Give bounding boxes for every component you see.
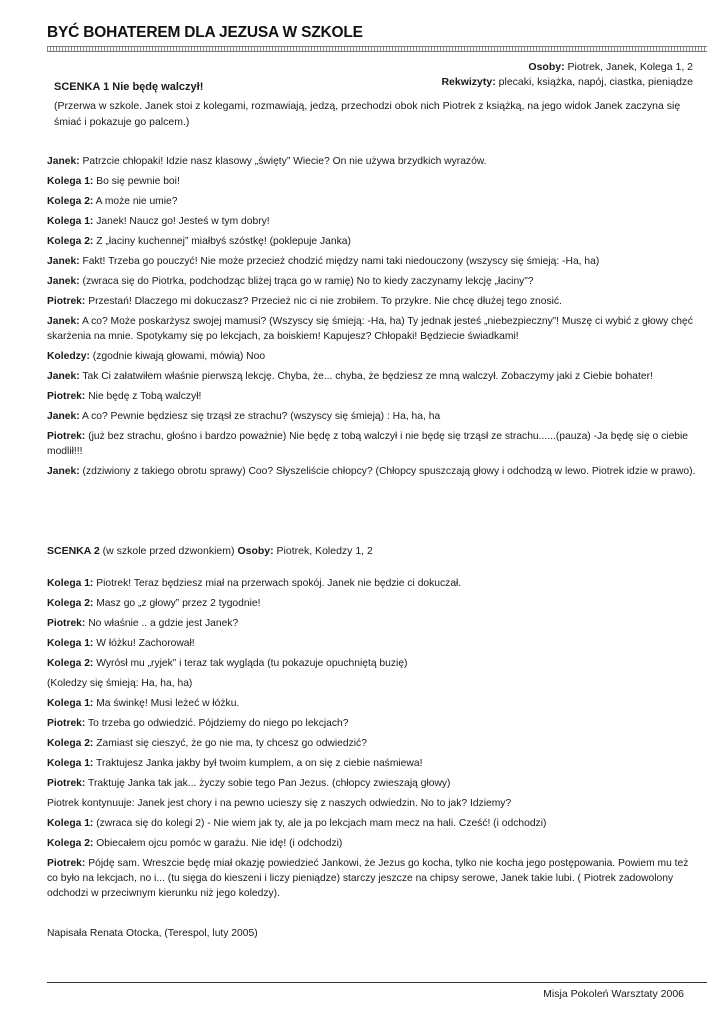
author-signature: Napisała Renata Otocka, (Terespol, luty 2005)	[47, 928, 258, 939]
scene1-intro: (Przerwa w szkole. Janek stoi z kolegami, rozmawiają, jedzą, przechodzi obok nich Piotrek z książką, na jego widok Janek zaczyna się śmiać i pokazuje go palcem.)	[54, 100, 681, 128]
speaker-name: Janek:	[47, 371, 80, 382]
speaker-name: Kolega 1:	[47, 176, 94, 187]
line-text: Piotrek kontynuuje: Janek jest chory i na pewno ucieszy się z naszych odwiedzin. No to jak? Idziemy?	[47, 798, 512, 809]
dialogue-line	[47, 174, 697, 189]
dialogue-line	[47, 776, 697, 791]
footer-text: Misja Pokoleń Warsztaty 2006	[543, 988, 684, 1000]
speaker-name: Kolega 1:	[47, 818, 94, 829]
speaker-name: Kolega 1:	[47, 578, 94, 589]
line-text: Ma świnkę! Musi leżeć w łóżku.	[96, 698, 240, 709]
speaker-name: Kolega 1:	[47, 758, 94, 769]
scene1-heading: SCENKA 1 Nie będę walczył!	[54, 81, 204, 93]
speaker-name: Kolega 2:	[47, 236, 94, 247]
scene2-heading-label: SCENKA 2	[47, 545, 100, 557]
line-text: A może nie umie?	[95, 196, 178, 207]
speaker-name: Kolega 2:	[47, 658, 94, 669]
speaker-name: Kolega 2:	[47, 196, 94, 207]
line-text: Nie będę z Tobą walczył!	[88, 391, 202, 402]
dialogue-line	[47, 836, 697, 851]
speaker-name: Kolega 1:	[47, 638, 94, 649]
dialogue-line	[47, 294, 697, 309]
props-label: Rekwizyty:	[441, 76, 496, 88]
dialogue-line	[47, 274, 697, 289]
dialogue-line	[47, 314, 697, 344]
speaker-name: Janek:	[47, 466, 80, 477]
dialogue-line	[47, 696, 697, 711]
dialogue-line	[47, 389, 697, 404]
line-text: Masz go „z głowy” przez 2 tygodnie!	[96, 598, 261, 609]
speaker-name: Piotrek:	[47, 618, 86, 629]
speaker-name: Janek:	[47, 411, 80, 422]
dialogue-line	[47, 154, 697, 169]
props-line	[441, 76, 693, 88]
speaker-name: Piotrek:	[47, 778, 86, 789]
line-text: (zgodnie kiwają głowami, mówią) Noo	[92, 351, 266, 362]
scene2-heading	[47, 545, 373, 557]
dialogue-line	[47, 194, 697, 209]
speaker-name: Piotrek:	[47, 431, 86, 442]
persons-value: Piotrek, Janek, Kolega 1, 2	[567, 61, 693, 73]
line-text: Wyrósł mu „ryjek” i teraz tak wygląda (tu pokazuje opuchniętą buzię)	[96, 658, 408, 669]
line-text: Piotrek! Teraz będziesz miał na przerwach spokój. Janek nie będzie ci dokuczał.	[96, 578, 462, 589]
speaker-name: Piotrek:	[47, 296, 86, 307]
dialogue-line	[47, 429, 697, 459]
line-text: Z „łaciny kuchennej” miałbyś szóstkę! (poklepuje Janka)	[96, 236, 351, 247]
speaker-name: Piotrek:	[47, 718, 86, 729]
speaker-name: Kolega 2:	[47, 838, 94, 849]
line-text: A co? Może poskarżysz swojej mamusi? (Wszyscy się śmieją: -Ha, ha) Ty jednak jesteś „niebezpieczny”! Muszę ci wybić z głowy chęć skarżenia na mnie. Spotykamy się po lekcjach, za boiskiem! Kapujesz? Chłopaki! Będziecie świadkami!	[47, 316, 693, 342]
speaker-name: Kolega 1:	[47, 698, 94, 709]
line-text: (zwraca się do kolegi 2) - Nie wiem jak ty, ale ja po lekcjach mam mecz na hali. Cześć! (i odchodzi)	[96, 818, 547, 829]
line-text: (zwraca się do Piotrka, podchodząc bliżej trąca go w ramię) No to kiedy zaczynamy lekcję „łaciny”?	[82, 276, 534, 287]
dialogue-line	[47, 856, 697, 901]
scene2-persons: Piotrek, Koledzy 1, 2	[276, 545, 373, 557]
line-text: W łóżku! Zachorował!	[96, 638, 195, 649]
dialogue-line	[47, 816, 697, 831]
speaker-name: Janek:	[47, 276, 80, 287]
dialogue-line	[47, 756, 697, 771]
line-text: Fakt! Trzeba go pouczyć! Nie może przecież chodzić między nami taki niedouczony (wszyscy się śmieją: -Ha, ha)	[82, 256, 600, 267]
scene2-dialogue	[47, 576, 697, 906]
dialogue-line	[47, 234, 697, 249]
speaker-name: Kolega 1:	[47, 216, 94, 227]
speaker-name: Kolega 2:	[47, 598, 94, 609]
speaker-name: Janek:	[47, 156, 80, 167]
line-text: (zdziwiony z takiego obrotu sprawy) Coo? Słyszeliście chłopcy? (Chłopcy spuszczają głowy i odchodzą w lewo. Piotrek idzie w prawo).	[82, 466, 696, 477]
line-text: Patrzcie chłopaki! Idzie nasz klasowy „święty” Wiecie? On nie używa brzydkich wyrazów.	[82, 156, 487, 167]
speaker-name: Piotrek:	[47, 858, 86, 869]
line-text: Obiecałem ojcu pomóc w garażu. Nie idę! (i odchodzi)	[96, 838, 343, 849]
speaker-name: Piotrek:	[47, 391, 86, 402]
scene2-persons-label: Osoby:	[237, 545, 274, 557]
speaker-name: Koledzy:	[47, 351, 90, 362]
footer-divider	[47, 982, 707, 983]
dialogue-line	[47, 254, 697, 269]
title-divider	[47, 46, 707, 52]
dialogue-line	[47, 369, 697, 384]
dialogue-line	[47, 576, 697, 591]
scene2-heading-note: (w szkole przed dzwonkiem)	[102, 545, 235, 557]
line-text: Przestań! Dlaczego mi dokuczasz? Przecież nic ci nie zrobiłem. To przykre. Nie chcę dłużej tego znosić.	[88, 296, 562, 307]
dialogue-line	[47, 736, 697, 751]
line-text: (już bez strachu, głośno i bardzo poważnie) Nie będę z tobą walczył i nie będę się trząsł ze strachu......(pauza) -Ja będę się o ciebie modlił!!!	[47, 431, 689, 457]
dialogue-line	[47, 349, 697, 364]
line-text: Pójdę sam. Wreszcie będę miał okazję powiedzieć Jankowi, że Jezus go kocha, tylko nie kocha jego postępowania. Powiem mu też co było na lekcjach, no i... (tu sięga do kieszeni i liczy pieniądze) starczy jeszcze na chipsy serowe, Janek takie lubi. ( Piotrek zadowolony odchodzi w przeciwnym kierunku niż jego koledzy).	[47, 858, 689, 899]
line-text: Bo się pewnie boi!	[96, 176, 180, 187]
scene1-dialogue	[47, 154, 697, 484]
dialogue-line	[47, 716, 697, 731]
persons-label: Osoby:	[528, 61, 565, 73]
line-text: A co? Pewnie będziesz się trząsł ze strachu? (wszyscy się śmieją) : Ha, ha, ha	[81, 411, 441, 422]
line-text: (Koledzy się śmieją: Ha, ha, ha)	[47, 678, 193, 689]
line-text: Traktujesz Janka jakby był twoim kumplem, a on się z ciebie naśmiewa!	[96, 758, 423, 769]
dialogue-line	[47, 596, 697, 611]
speaker-name: Janek:	[47, 316, 80, 327]
line-text: No właśnie .. a gdzie jest Janek?	[88, 618, 239, 629]
dialogue-line	[47, 464, 697, 479]
line-text: Janek! Naucz go! Jesteś w tym dobry!	[96, 216, 270, 227]
persons-line	[528, 61, 693, 73]
props-value: plecaki, książka, napój, ciastka, pieniądze	[498, 76, 693, 88]
line-text: Zamiast się cieszyć, że go nie ma, ty chcesz go odwiedzić?	[96, 738, 367, 749]
dialogue-line	[47, 656, 697, 671]
dialogue-line	[47, 796, 697, 811]
speaker-name: Kolega 2:	[47, 738, 94, 749]
dialogue-line	[47, 616, 697, 631]
line-text: To trzeba go odwiedzić. Pójdziemy do niego po lekcjach?	[88, 718, 349, 729]
line-text: Tak Ci załatwiłem właśnie pierwszą lekcję. Chyba, że... chyba, że będziesz ze mną walczył. Zobaczymy jaki z Ciebie bohater!	[82, 371, 653, 382]
dialogue-line	[47, 636, 697, 651]
speaker-name: Janek:	[47, 256, 80, 267]
dialogue-line	[47, 409, 697, 424]
line-text: Traktuję Janka tak jak... życzy sobie tego Pan Jezus. (chłopcy zwieszają głowy)	[88, 778, 451, 789]
dialogue-line	[47, 676, 697, 691]
dialogue-line	[47, 214, 697, 229]
document-title: BYĆ BOHATEREM DLA JEZUSA W SZKOLE	[47, 24, 363, 41]
